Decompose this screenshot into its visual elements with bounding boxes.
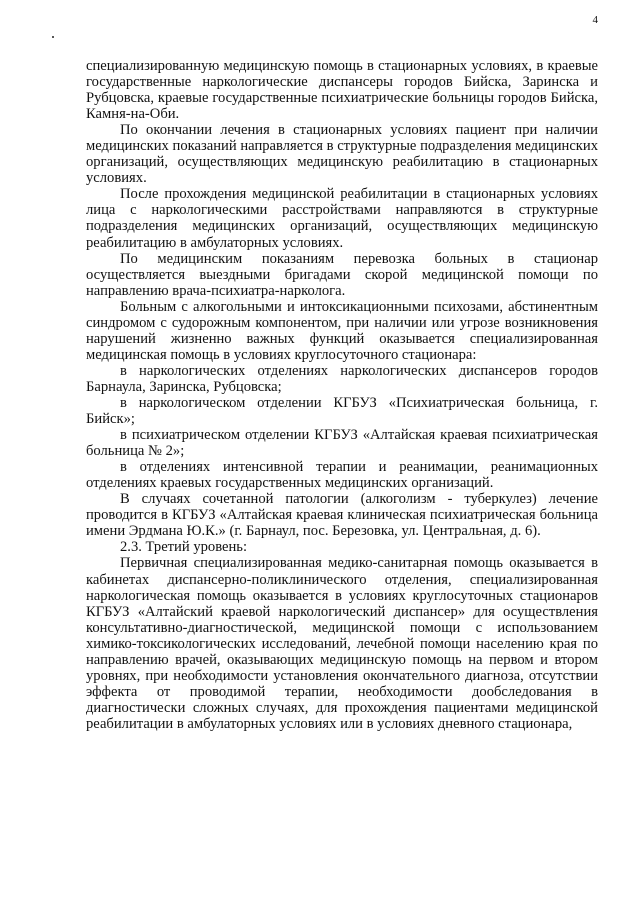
page-number: 4	[592, 14, 598, 26]
list-item-intensive-care: в отделениях интенсивной терапии и реанимации, реанимационных отделениях краевых государственных медицинских организаций.	[86, 459, 598, 492]
section-body: Первичная специализированная медико-санитарная помощь оказывается в кабинетах диспансерно-поликлинического отделения, специализированная наркологическая помощь оказывается в условиях круглосуточных стационаров КГБУЗ «Алтайский краевой наркологический диспансер» для осуществления консультативно-диагностической, медицинской помощи с использованием химико-токсикологических исследований, лечебной помощи населению края по направлению врачей, оказывающих медицинскую помощь на первом и втором уровнях, при необходимости установления окончательного диагноза, отсутствии эффекта от проводимой терапии, необходимости дообследования в диагностически сложных случаях, для прохождения пациентами медицинской реабилитации в амбулаторных условиях или в условиях дневного стационара,	[86, 555, 598, 732]
paragraph-continuation: специализированную медицинскую помощь в стационарных условиях, в краевые государственные наркологические диспансеры городов Бийска, Заринска и Рубцовска, краевые государственные психиатрические больницы городов Бийска, Камня-на-Оби.	[86, 58, 598, 123]
list-item-altai-hospital-2: в психиатрическом отделении КГБУЗ «Алтайская краевая психиатрическая больница № 2»;	[86, 427, 598, 460]
paragraph-after-rehabilitation: После прохождения медицинской реабилитации в стационарных условиях лица с наркологическими расстройствами направляются в структурные подразделения медицинских организаций, осуществляющих медицинскую реабилитацию в амбулаторных условиях.	[86, 186, 598, 251]
section-heading: 2.3. Третий уровень:	[120, 539, 248, 556]
paragraph-transportation: По медицинским показаниям перевозка больных в стационар осуществляется выездными бригадами скорой медицинской помощи по направлению врача-психиатра-нарколога.	[86, 250, 598, 299]
list-item-narcology-departments: в наркологических отделениях наркологических диспансеров городов Барнаула, Заринска, Рубцовска;	[86, 362, 598, 395]
paragraph-after-treatment: По окончании лечения в стационарных условиях пациент при наличии медицинских показаний направляется в структурные подразделения медицинских организаций, осуществляющих медицинскую реабилитацию в стационарных условиях.	[86, 122, 598, 187]
paragraph-combined-pathology: В случаях сочетанной патологии (алкоголизм - туберкулез) лечение проводится в КГБУЗ «Алтайская краевая клиническая психиатрическая больница имени Эрдмана Ю.К.» (г. Барнаул, пос. Березовка, ул. Центральная, д. 6).	[86, 491, 598, 540]
list-item-biysk-hospital: в наркологическом отделении КГБУЗ «Психиатрическая больница, г. Бийск»;	[86, 394, 598, 428]
scan-speck	[52, 36, 54, 38]
document-body	[86, 58, 598, 732]
paragraph-psychoses: Больным с алкогольными и интоксикационными психозами, абстинентным синдромом с судорожным компонентом, при наличии или угрозе возникновения нарушений жизненно важных функций оказывается специализированная медицинская помощь в условиях круглосуточного стационара:	[86, 298, 598, 363]
